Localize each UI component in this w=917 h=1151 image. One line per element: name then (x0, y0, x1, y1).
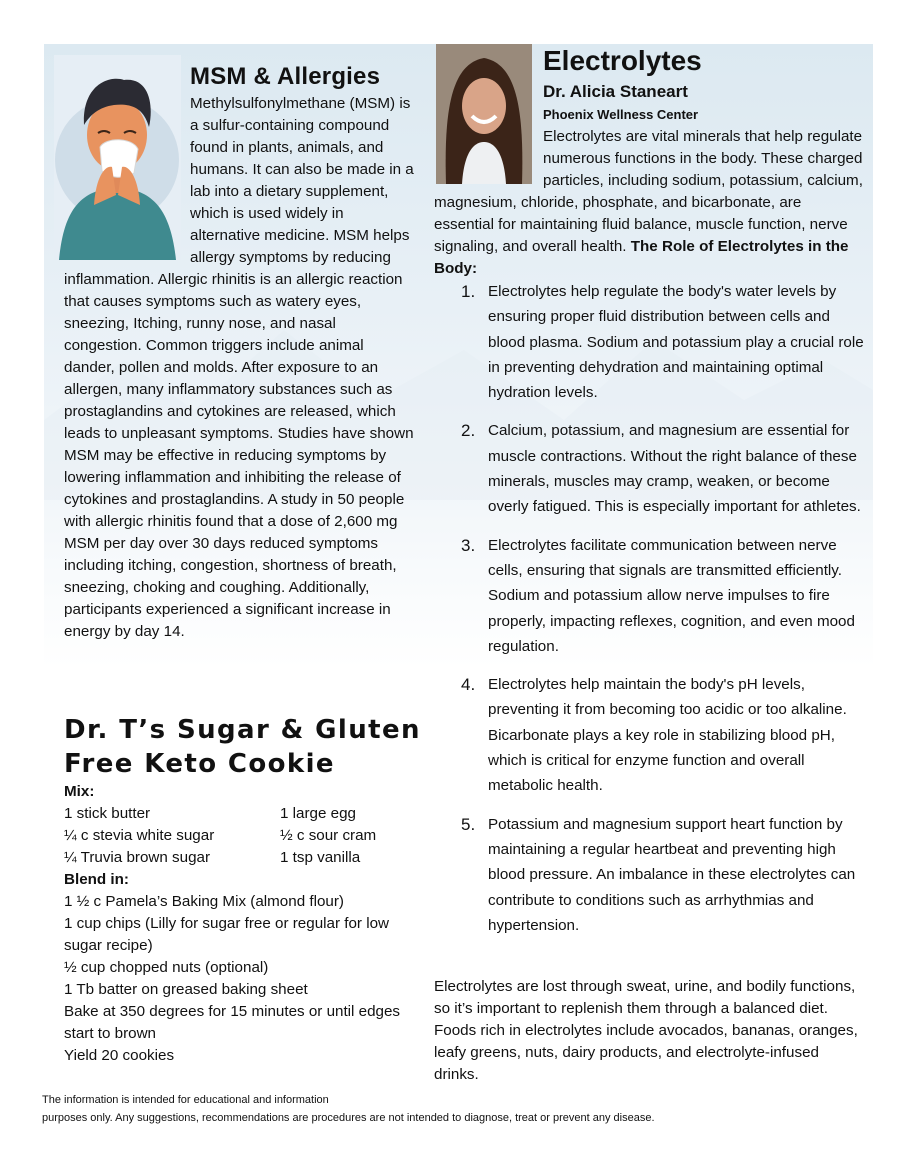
mix-row (64, 825, 416, 847)
blend-line: Bake at 350 degrees for 15 minutes or until edges start to brown (64, 1003, 401, 1042)
electrolytes-closing: Electrolytes are lost through sweat, urine, and bodily functions, so it’s important to replenish them through a balanced diet. Foods rich in electrolytes include avocados, bananas, oranges, leafy greens, nuts, dairy products, and electrolyte-infused drinks. (434, 978, 858, 1083)
electrolytes-intro-text: Electrolytes are vital minerals that help regulate numerous functions in the body. These charged particles, including sodium, potassium, calcium, magnesium, chloride, phosphate, and bicarbonate, are essential for maintaining fluid balance, muscle function, nerve signaling, and overall health. (434, 128, 863, 255)
mix-item: ½ c sour cram (280, 827, 377, 844)
blend-line: 1 cup chips (Lilly for sugar free or regular for low sugar recipe) (64, 915, 389, 954)
mix-item: 1 large egg (280, 805, 356, 822)
electrolytes-intro (434, 126, 864, 280)
role-heading: The Role of Electrolytes in the Body: (434, 238, 849, 277)
cookie-title-line2: Free Keto Cookie (64, 749, 335, 779)
mix-label: Mix: (64, 783, 95, 800)
list-item (456, 533, 866, 659)
msm-title: MSM & Allergies (190, 63, 381, 90)
list-text: Calcium, potassium, and magnesium are essential for muscle contractions. Without the right balance of these minerals, muscles may cramp, weaken, or become overly fatigued. This is especially important for athletes. (488, 422, 861, 516)
mix-row (64, 847, 416, 869)
list-number: 5. (461, 814, 476, 834)
list-number: 2. (461, 421, 476, 441)
mix-item: 1 stick butter (64, 805, 151, 822)
list-text: Electrolytes help maintain the body's pH levels, preventing it from becoming too acidic or too alkaline. Bicarbonate plays a key role in stabilizing blood pH, which is critical for enzyme function and overall metabolic health. (488, 676, 847, 795)
cookie-title (64, 713, 424, 781)
recipe (64, 781, 416, 1067)
blend-line: 1 Tb batter on greased baking sheet (64, 981, 308, 998)
list-item (456, 672, 866, 798)
list-text: Electrolytes facilitate communication between nerve cells, ensuring that signals are transmitted efficiently. Sodium and potassium allow nerve impulses to fire properly, impacting reflexes, cognition, and even mood regulation. (488, 536, 855, 655)
list-text: Potassium and magnesium support heart function by maintaining a regular heartbeat and preventing high blood pressure. An imbalance in these electrolytes can contribute to conditions such as arrhythmias and hypertension. (488, 815, 856, 934)
mix-item: ¼ c stevia white sugar (64, 827, 215, 844)
blend-label: Blend in: (64, 871, 129, 888)
disclaimer-line2: purposes only. Any suggestions, recommendations are procedures are not intended to diagnose, treat or prevent any disease. (42, 1112, 655, 1124)
author-organization: Phoenix Wellness Center (543, 107, 699, 122)
list-text: Electrolytes help regulate the body's water levels by ensuring proper fluid distribution between cells and blood plasma. Sodium and potassium play a crucial role in preventing dehydration and maintaining optimal hydration levels. (488, 283, 864, 402)
msm-body-text: Methylsulfonylmethane (MSM) is a sulfur-containing compound found in plants, animals, and humans. It can also be made in a lab into a dietary supplement, which is used widely in alternative medicine. MSM helps allergy symptoms by reducing inflammation. Allergic rhinitis is an allergic reaction that causes symptoms such as watery eyes, sneezing, Itching, runny nose, and nasal congestion. Common triggers include animal dander, pollen and molds. After exposure to an allergen, many inflammatory substances such as prostaglandins and cytokines are released, which leads to unpleasant symptoms. Studies have shown MSM may be effective in reducing symptoms by lowering inflammation and inhibiting the release of cytokines and prostaglandins. A study in 50 people with allergic rhinitis found that a dose of 2,600 mg MSM per day over 30 days reduced symptoms including itching, congestion, shortness of breath, sneezing, choking and coughing. Additionally, participants experienced a significant increase in energy by day 14. (64, 95, 414, 640)
list-item (456, 418, 866, 519)
author-name: Dr. Alicia Staneart (543, 82, 688, 101)
list-number: 3. (461, 535, 476, 555)
list-item (456, 812, 866, 938)
blend-line: Yield 20 cookies (64, 1047, 175, 1064)
list-number: 1. (461, 282, 476, 301)
disclaimer (42, 1091, 842, 1127)
mix-row (64, 803, 416, 825)
disclaimer-line1: The information is intended for educational and information (42, 1094, 329, 1106)
list-item (456, 279, 866, 405)
electrolytes-title: Electrolytes (543, 45, 702, 76)
mix-item: 1 tsp vanilla (280, 849, 361, 866)
msm-body (64, 93, 416, 643)
cookie-title-line1: Dr. T’s Sugar & Gluten (64, 715, 421, 745)
electrolytes-list (456, 279, 866, 951)
blend-line: ½ cup chopped nuts (optional) (64, 959, 269, 976)
blend-line: 1 ½ c Pamela’s Baking Mix (almond flour) (64, 893, 344, 910)
list-number: 4. (461, 675, 476, 695)
mix-item: ¼ Truvia brown sugar (64, 849, 211, 866)
